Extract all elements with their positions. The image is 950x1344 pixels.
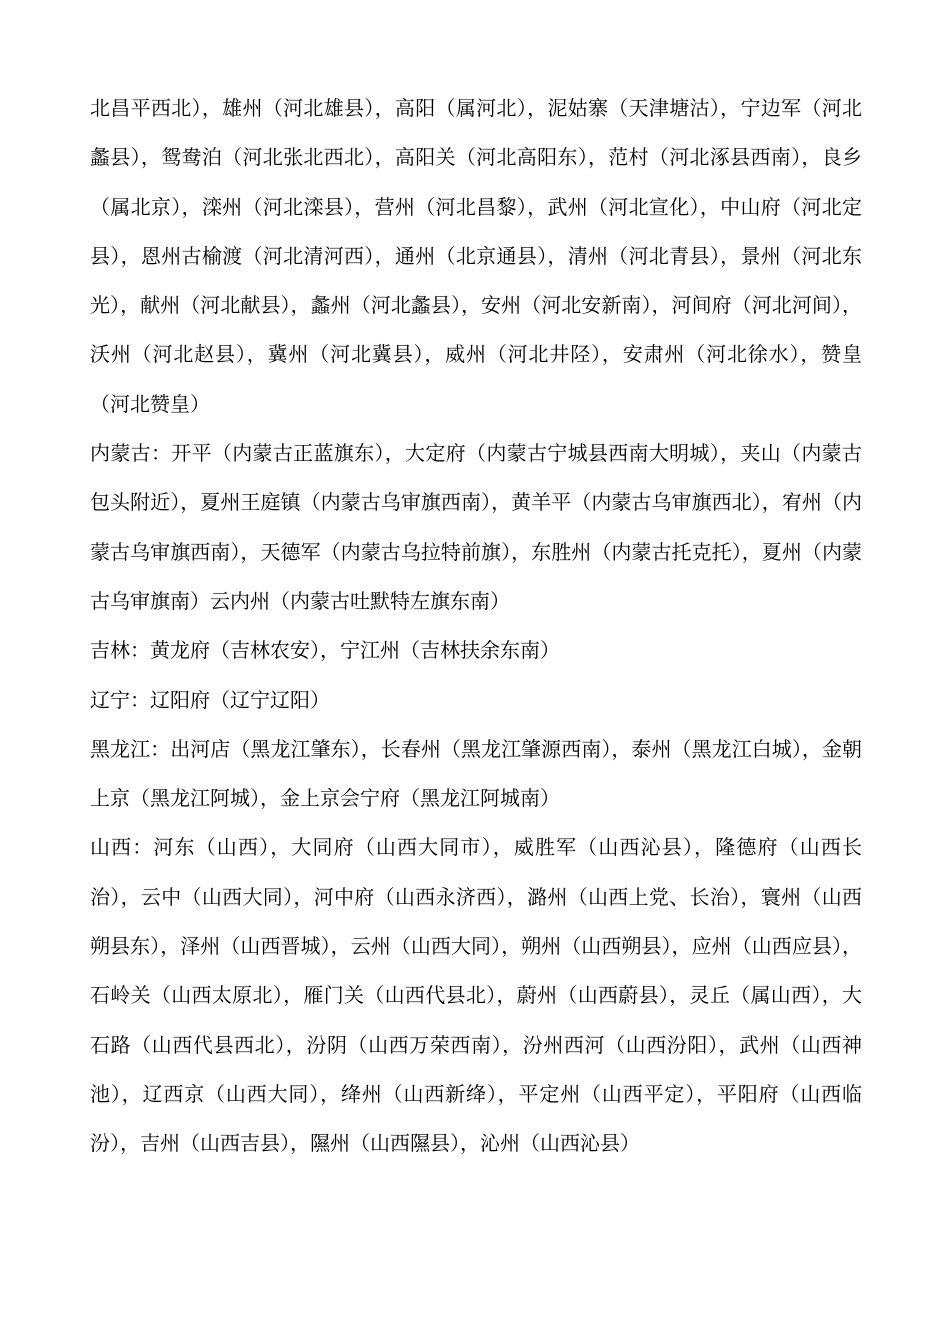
paragraph-jilin: 吉林：黄龙府（吉林农安），宁江州（吉林扶余东南）	[90, 638, 560, 663]
paragraph-hebei-continued: 北昌平西北），雄州（河北雄县），高阳（属河北），泥姑寨（天津塘沽），宁边军（河北蠡县），鸳鸯泊（河北张北西北），高阳关（河北高阳东），范村（河北涿县西南），良乡（属北京），滦州（河北滦县），营州（河北昌黎），武州（河北宣化），中山府（河北定县），恩州古榆渡（河北清河西），通州（北京通县），清州（河北青县），景州（河北东光），献州（河北献县），蠡州（河北蠡县），安州（河北安新南），河间府（河北河间），沃州（河北赵县），冀州（河北冀县），威州（河北井陉），安肃州（河北徐水），赞皇（河北赞皇）	[90, 96, 862, 416]
paragraph-neimenggu: 内蒙古：开平（内蒙古正蓝旗东），大定府（内蒙古宁城县西南大明城），夹山（内蒙古包头附近），夏州王庭镇（内蒙古乌审旗西南），黄羊平（内蒙古乌审旗西北），宥州（内蒙古乌审旗西南），天德军（内蒙古乌拉特前旗），东胜州（内蒙古托克托），夏州（内蒙古乌审旗南）云内州（内蒙古吐默特左旗东南）	[90, 441, 862, 613]
paragraph-heilongjiang: 黑龙江：出河店（黑龙江肇东），长春州（黑龙江肇源西南），泰州（黑龙江白城），金朝上京（黑龙江阿城），金上京会宁府（黑龙江阿城南）	[90, 736, 862, 811]
paragraph-liaoning: 辽宁：辽阳府（辽宁辽阳）	[90, 687, 330, 712]
document-page	[90, 84, 862, 1169]
paragraph-shanxi: 山西：河东（山西），大同府（山西大同市），威胜军（山西沁县），隆德府（山西长治），云中（山西大同），河中府（山西永济西），潞州（山西上党、长治），寰州（山西朔县东），泽州（山西晋城），云州（山西大同），朔州（山西朔县），应州（山西应县），石岭关（山西太原北），雁门关（山西代县北），蔚州（山西蔚县），灵丘（属山西），大石路（山西代县西北），汾阴（山西万荣西南），汾州西河（山西汾阳），武州（山西神池），辽西京（山西大同），绛州（山西新绛），平定州（山西平定），平阳府（山西临汾），吉州（山西吉县），隰州（山西隰县），沁州（山西沁县）	[90, 835, 862, 1156]
